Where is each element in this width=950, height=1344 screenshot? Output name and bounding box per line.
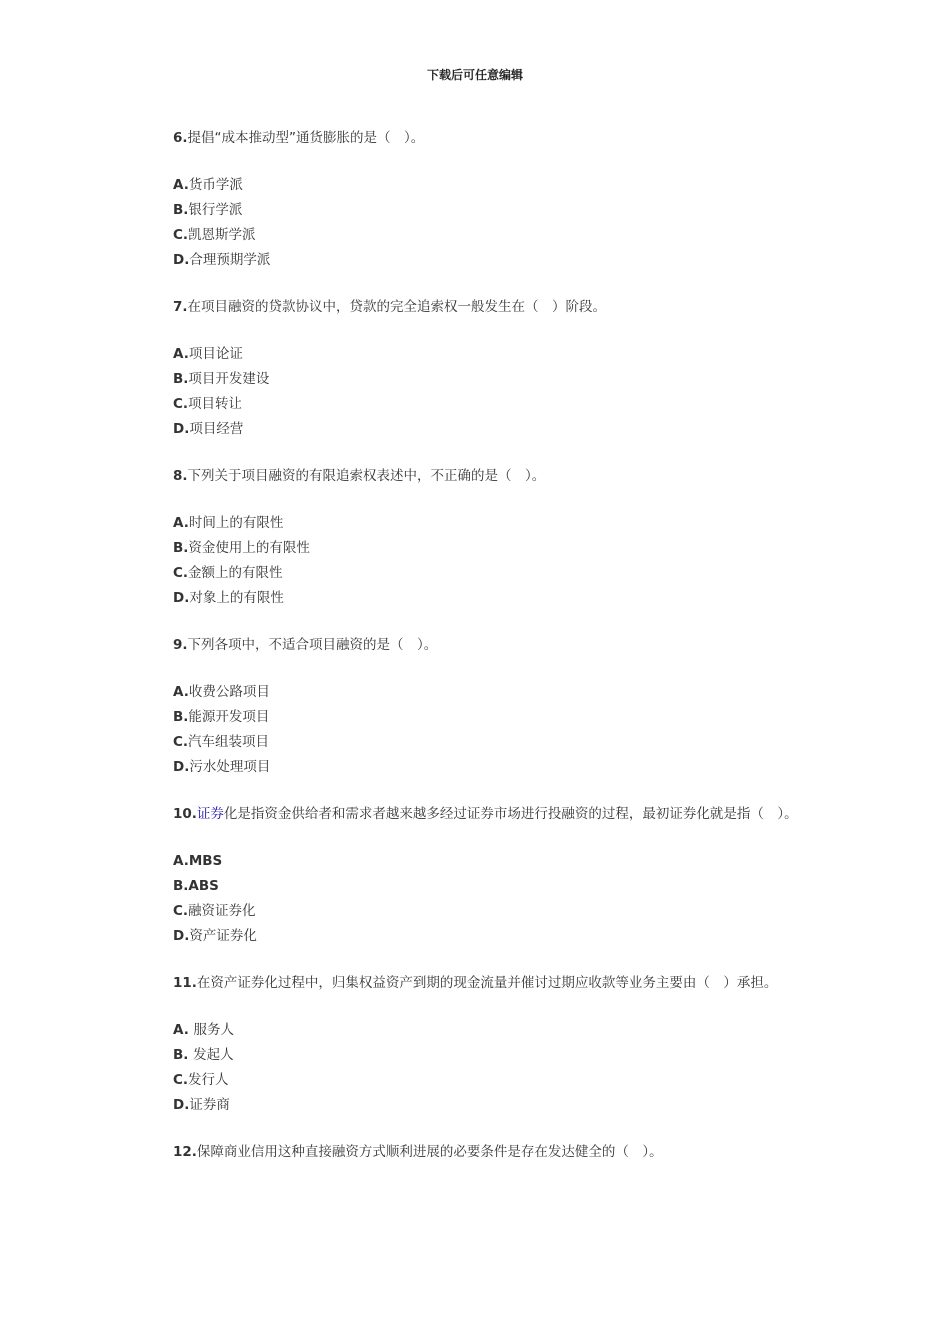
question-number: 7. — [173, 299, 188, 315]
option-list — [145, 173, 825, 273]
page-header: 下载后可任意编辑 — [426, 68, 523, 82]
option-letter: A. — [173, 684, 189, 700]
question-number: 12. — [173, 1144, 197, 1160]
option-list — [145, 849, 825, 949]
securities-link[interactable]: 证券 — [196, 806, 224, 822]
option-letter: D. — [173, 1097, 190, 1113]
option-letter: B. — [173, 540, 189, 556]
option-a — [145, 511, 825, 536]
question-text — [145, 464, 825, 489]
option-letter: D. — [173, 252, 190, 268]
question-number: 11. — [173, 975, 197, 991]
option-a — [145, 342, 825, 367]
option-text: 汽车组装项目 — [188, 734, 270, 750]
question-7 — [145, 295, 825, 442]
option-letter: C. — [173, 396, 189, 412]
option-letter: A. — [173, 515, 189, 531]
option-list — [145, 511, 825, 611]
option-text: 金额上的有限性 — [188, 565, 283, 581]
question-stem: 保障商业信用这种直接融资方式顺利进展的必要条件是存在发达健全的（ ）。 — [196, 1144, 663, 1160]
option-letter: D. — [173, 590, 190, 606]
option-text: 项目经营 — [189, 421, 244, 437]
option-text: 收费公路项目 — [188, 684, 270, 700]
option-letter: D. — [173, 759, 190, 775]
option-d — [145, 1093, 825, 1118]
question-stem: 下列关于项目融资的有限追索权表述中，不正确的是（ ）。 — [187, 468, 546, 484]
option-text: 证券商 — [189, 1097, 230, 1113]
question-stem: 在资产证券化过程中，归集权益资产到期的现金流量并催讨过期应收款等业务主要由（ ）承担。 — [196, 975, 778, 991]
option-b — [145, 1043, 825, 1068]
option-text: 货币学派 — [188, 177, 243, 193]
option-text: 资产证券化 — [189, 928, 257, 944]
question-text — [145, 1140, 825, 1165]
option-c — [145, 392, 825, 417]
option-text: 项目开发建设 — [188, 371, 270, 387]
option-letter: C. — [173, 227, 189, 243]
question-number: 9. — [173, 637, 188, 653]
option-letter: D. — [173, 928, 190, 944]
option-a — [145, 680, 825, 705]
option-list — [145, 1018, 825, 1118]
option-text: 凯恩斯学派 — [188, 227, 256, 243]
option-text: 项目转让 — [188, 396, 243, 412]
question-text — [145, 633, 825, 658]
question-list — [145, 126, 825, 1187]
option-b — [145, 198, 825, 223]
option-text: 服务人 — [193, 1022, 235, 1038]
option-a — [145, 849, 825, 874]
option-letter: A. — [173, 177, 189, 193]
question-number: 8. — [173, 468, 188, 484]
option-text: 银行学派 — [188, 202, 243, 218]
option-text: 资金使用上的有限性 — [188, 540, 310, 556]
option-text: 污水处理项目 — [189, 759, 271, 775]
option-list — [145, 680, 825, 780]
question-6 — [145, 126, 825, 273]
option-text: 合理预期学派 — [189, 252, 271, 268]
option-letter: C. — [173, 1072, 189, 1088]
option-letter: C. — [173, 565, 189, 581]
option-d — [145, 924, 825, 949]
option-letter: C. — [173, 734, 189, 750]
question-8 — [145, 464, 825, 611]
option-letter: B.ABS — [173, 878, 219, 894]
option-letter: C. — [173, 903, 189, 919]
option-b — [145, 367, 825, 392]
question-12 — [145, 1140, 825, 1165]
question-stem: 提倡“成本推动型”通货膨胀的是（ ）。 — [187, 130, 425, 146]
option-letter: B. — [173, 371, 189, 387]
option-d — [145, 417, 825, 442]
question-text — [145, 971, 825, 996]
option-text: 发行人 — [188, 1072, 229, 1088]
option-a — [145, 173, 825, 198]
question-text — [145, 802, 825, 827]
option-b — [145, 874, 825, 899]
question-stem: 下列各项中，不适合项目融资的是（ ）。 — [187, 637, 438, 653]
question-stem: 化是指资金供给者和需求者越来越多经过证券市场进行投融资的过程，最初证券化就是指（ ）。 — [223, 806, 798, 822]
option-text: 对象上的有限性 — [189, 590, 284, 606]
option-text: 能源开发项目 — [188, 709, 270, 725]
option-text: 发起人 — [193, 1047, 234, 1063]
question-text — [145, 295, 825, 320]
option-letter: B. — [173, 709, 189, 725]
option-b — [145, 705, 825, 730]
option-d — [145, 248, 825, 273]
question-10 — [145, 802, 825, 949]
option-letter: A. — [173, 1022, 194, 1038]
question-9 — [145, 633, 825, 780]
option-c — [145, 899, 825, 924]
option-a — [145, 1018, 825, 1043]
option-d — [145, 755, 825, 780]
question-number: 10. — [173, 806, 197, 822]
question-text — [145, 126, 825, 151]
option-letter: A. — [173, 346, 189, 362]
question-number: 6. — [173, 130, 188, 146]
option-text: 时间上的有限性 — [188, 515, 284, 531]
option-c — [145, 730, 825, 755]
option-c — [145, 1068, 825, 1093]
option-d — [145, 586, 825, 611]
option-letter: A.MBS — [173, 853, 223, 869]
option-list — [145, 342, 825, 442]
option-letter: D. — [173, 421, 190, 437]
option-c — [145, 223, 825, 248]
option-b — [145, 536, 825, 561]
option-c — [145, 561, 825, 586]
question-stem: 在项目融资的贷款协议中，贷款的完全追索权一般发生在（ ）阶段。 — [187, 299, 607, 315]
option-text: 融资证券化 — [188, 903, 256, 919]
question-11 — [145, 971, 825, 1118]
option-letter: B. — [173, 1047, 194, 1063]
option-letter: B. — [173, 202, 189, 218]
option-text: 项目论证 — [188, 346, 243, 362]
